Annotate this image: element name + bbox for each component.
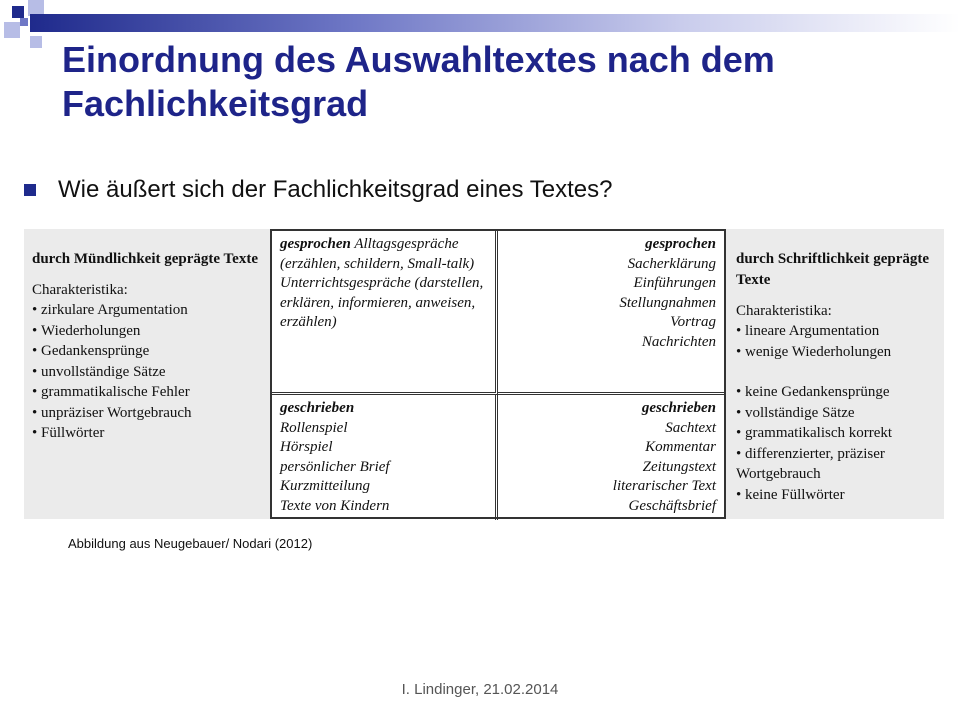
literacy-heading: durch Schriftlichkeit geprägte Texte [736, 251, 930, 288]
literacy-list-b [736, 382, 941, 505]
cell-line: literarischer Text [612, 478, 716, 494]
corner-square-light-icon [30, 36, 42, 48]
cell-line: Zeitungstext [642, 458, 716, 475]
corner-square-light-icon [4, 22, 20, 38]
square-bullet-icon [24, 184, 36, 196]
cell-label: geschrieben [641, 400, 716, 416]
cell-line: Sachtext [665, 419, 716, 436]
cell-line: Geschäftsbrief [628, 497, 716, 514]
cell-line: Alltagsgespräche (erzählen, schildern, Small-talk) [280, 236, 475, 272]
grid-cell-bottom-right [498, 395, 724, 520]
list-item: • Gedankensprünge [32, 341, 270, 362]
list-item: • grammatikalisch korrekt [736, 423, 941, 444]
slide-title: Einordnung des Auswahltextes nach dem Fachlichkeitsgrad [62, 39, 775, 124]
figure-image [24, 229, 944, 519]
cell-line: Kurzmitteilung [280, 478, 371, 494]
literacy-subheading: Charakteristika: [736, 303, 832, 319]
list-item: • zirkulare Argumentation [32, 300, 270, 321]
figure-caption: Abbildung aus Neugebauer/ Nodari (2012) [68, 536, 313, 551]
corner-square-mid-icon [20, 18, 28, 26]
orality-list [32, 300, 270, 444]
list-item: • unvollständige Sätze [32, 362, 270, 383]
register-grid [270, 229, 726, 519]
slide-footer: I. Lindinger, 21.02.2014 [401, 681, 559, 698]
list-item: • keine Gedankensprünge [736, 382, 941, 403]
cell-label: gesprochen [280, 236, 351, 252]
list-item: • vollständige Sätze [736, 403, 941, 424]
list-item: • Füllwörter [32, 423, 270, 444]
list-item: • wenige Wiederholungen [736, 342, 941, 363]
title-accent-bar [30, 14, 960, 32]
cell-line: Unterrichtsgespräche (darstellen, erklären, informieren, anweisen, erzählen) [280, 275, 484, 330]
orality-heading: durch Mündlichkeit geprägte Texte [32, 251, 258, 267]
literacy-column [736, 249, 941, 505]
grid-cell-top-right [498, 231, 724, 395]
literacy-list-a [736, 321, 941, 362]
bullet-text: Wie äußert sich der Fachlichkeitsgrad eines Textes? [58, 176, 613, 203]
list-item: • keine Füllwörter [736, 485, 941, 506]
cell-line: Vortrag [670, 314, 716, 330]
cell-line: Hörspiel [280, 439, 333, 455]
grid-cell-top-left [272, 231, 498, 395]
orality-column [32, 249, 270, 444]
bullet-point [24, 170, 612, 210]
grid-cell-bottom-left [272, 395, 498, 520]
cell-line: Stellungnahmen [619, 294, 716, 311]
cell-line: Sacherklärung [627, 255, 716, 272]
cell-label: gesprochen [645, 236, 716, 252]
cell-line: Texte von Kindern [280, 497, 390, 514]
list-item: • unpräziser Wortgebrauch [32, 403, 270, 424]
cell-label: geschrieben [280, 400, 355, 416]
list-item: • lineare Argumentation [736, 321, 941, 342]
list-item: • grammatikalische Fehler [32, 382, 270, 403]
list-item: • differenzierter, präziser Wortgebrauch [736, 444, 941, 485]
cell-line: Einführungen [633, 275, 716, 291]
cell-line: Rollenspiel [280, 419, 348, 436]
corner-square-navy-icon [12, 6, 24, 18]
list-item: • Wiederholungen [32, 321, 270, 342]
cell-line: persönlicher Brief [280, 458, 390, 475]
cell-line: Nachrichten [641, 333, 716, 350]
orality-subheading: Charakteristika: [32, 282, 128, 298]
cell-line: Kommentar [645, 439, 716, 455]
